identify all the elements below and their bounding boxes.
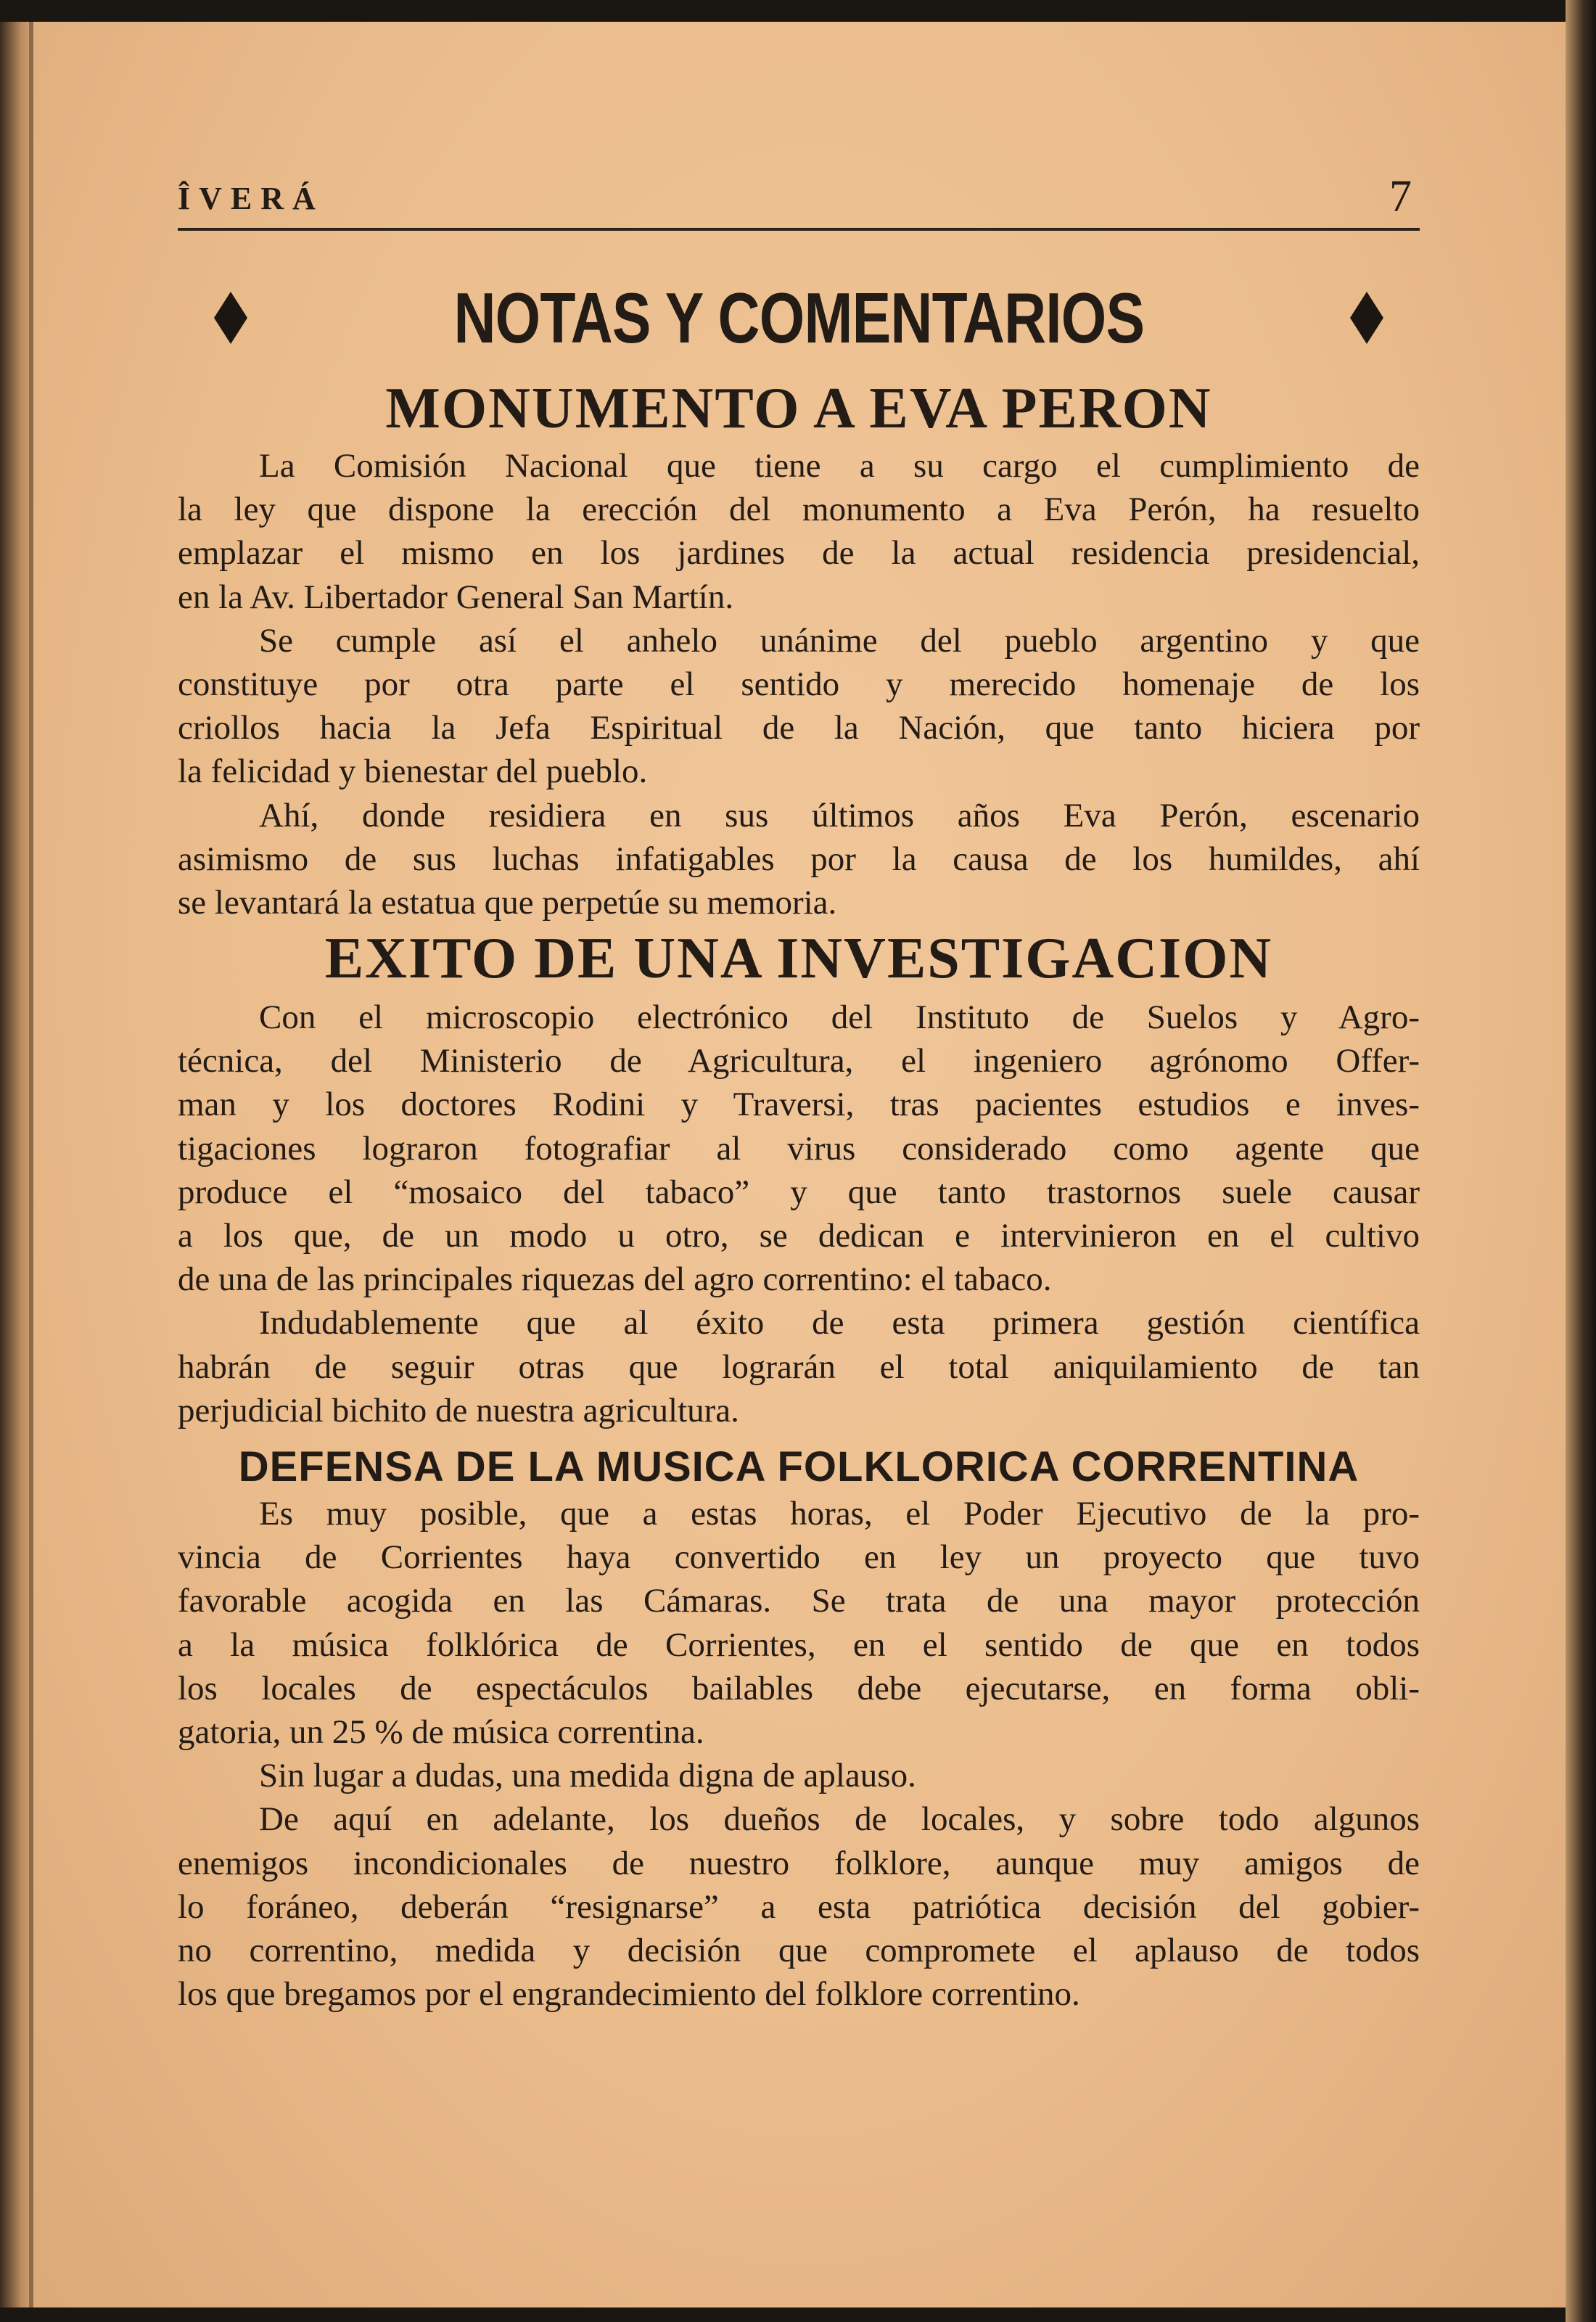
article-heading: EXITO DE UNA INVESTIGACION (324, 927, 1273, 990)
text-line: perjudicial bichito de nuestra agricultura. (178, 1391, 739, 1429)
text-line: emplazar el mismo en los jardines de la actual residencia presidencial, (178, 534, 1420, 573)
diamond-icon (214, 292, 247, 344)
text-line: técnica, del Ministerio de Agricultura, el ingeniero agrónomo Offer- (178, 1042, 1420, 1080)
text-line: La Comisión Nacional que tiene a su cargo el cumplimiento de (259, 447, 1420, 485)
running-title: ÎVERÁ (178, 181, 324, 216)
text-line: Se cumple así el anhelo unánime del pueblo argentino y que (259, 621, 1420, 660)
article-body (178, 996, 1420, 1432)
article-heading: DEFENSA DE LA MUSICA FOLKLORICA CORRENTINA (238, 1443, 1360, 1490)
text-line: constituye por otra parte el sentido y merecido homenaje de los (178, 665, 1420, 703)
text-line: Indudablemente que al éxito de esta primera gestión científica (259, 1304, 1420, 1342)
text-line: lo foráneo, deberán “resignarse” a esta patriótica decisión del gobier- (178, 1887, 1420, 1926)
section-title (178, 274, 1420, 361)
text-line: habrán de seguir otras que lograrán el total aniquilamiento de tan (178, 1347, 1420, 1386)
text-line: vincia de Corrientes haya convertido en ley un proyecto que tuvo (178, 1538, 1420, 1577)
text-line: criollos hacia la Jefa Espiritual de la Nación, que tanto hiciera por (178, 709, 1420, 747)
text-line: enemigos incondicionales de nuestro folklore, aunque muy amigos de (178, 1844, 1420, 1882)
diamond-icon (1350, 292, 1383, 344)
section-title-text: NOTAS Y COMENTARIOS (453, 277, 1144, 358)
text-line: favorable acogida en las Cámaras. Se trata de una mayor protección (178, 1582, 1420, 1620)
text-line: tigaciones lograron fotografiar al virus considerado como agente que (178, 1129, 1420, 1168)
page-edge (1566, 0, 1596, 2322)
text-line: Con el microscopio electrónico del Instituto de Suelos y Agro- (259, 998, 1420, 1036)
text-line: De aquí en adelante, los dueños de locales, y sobre todo algunos (259, 1800, 1420, 1839)
text-line: produce el “mosaico del tabaco” y que tanto trastornos suele causar (178, 1173, 1420, 1211)
text-line: los que bregamos por el engrandecimiento del folklore correntino. (178, 1975, 1080, 2014)
text-line: asimismo de sus luchas infatigables por la causa de los humildes, ahí (178, 840, 1420, 878)
text-line: a los que, de un modo u otro, se dedican e intervinieron en el cultivo (178, 1216, 1420, 1255)
text-line: la ley que dispone la erección del monumento a Eva Perón, ha resuelto (178, 491, 1420, 529)
article-heading: MONUMENTO A EVA PERON (385, 377, 1212, 440)
article-body (178, 444, 1420, 924)
text-line: Sin lugar a dudas, una medida digna de aplauso. (259, 1757, 916, 1795)
text-line: a la música folklórica de Corrientes, en el sentido de que en todos (178, 1625, 1420, 1664)
text-line: man y los doctores Rodini y Traversi, tras pacientes estudios e inves- (178, 1086, 1420, 1124)
text-line: se levantará la estatua que perpetúe su memoria. (178, 883, 837, 922)
text-line: en la Av. Libertador General San Martín. (178, 578, 734, 616)
text-line: de una de las principales riquezas del agro correntino: el tabaco. (178, 1260, 1052, 1299)
header-rule (178, 228, 1420, 231)
text-line: Ahí, donde residiera en sus últimos años Eva Perón, escenario (259, 796, 1420, 834)
article-body (178, 1492, 1420, 2016)
text-line: Es muy posible, que a estas horas, el Poder Ejecutivo de la pro- (259, 1495, 1420, 1533)
text-line: no correntino, medida y decisión que compromete el aplauso de todos (178, 1931, 1420, 1969)
text-line: los locales de espectáculos bailables debe ejecutarse, en forma obli- (178, 1669, 1420, 1707)
page-number: 7 (1389, 172, 1412, 221)
text-line: gatoria, un 25 % de música correntina. (178, 1712, 704, 1751)
text-line: la felicidad y bienestar del pueblo. (178, 752, 648, 791)
